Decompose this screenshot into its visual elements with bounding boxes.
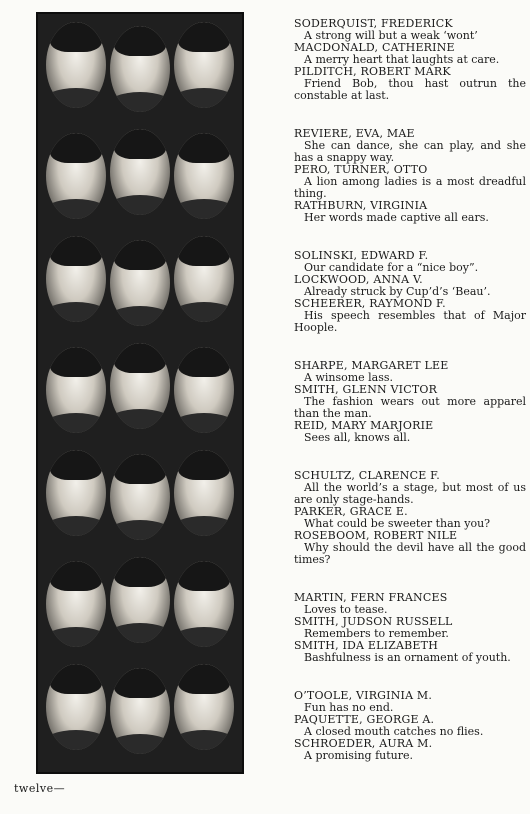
entry-group xyxy=(294,360,526,444)
student-quote: Already struck by Cup’d’s ‘Beau’. xyxy=(304,285,491,298)
student-quote: She can dance, she can play, and she has a snappy way. xyxy=(294,139,526,164)
student-quote: Bashfulness is an ornament of youth. xyxy=(304,651,511,664)
portrait-photo xyxy=(110,668,170,754)
student-name: SCHEERER, RAYMOND F. xyxy=(294,297,446,310)
portrait-photo xyxy=(110,454,170,540)
student-name: SCHROEDER, AURA M. xyxy=(294,737,433,750)
portrait-photo xyxy=(174,450,234,536)
entry-group xyxy=(294,592,526,664)
portrait-photo xyxy=(174,133,234,219)
student-name: SODERQUIST, FREDERICK xyxy=(294,17,453,30)
student-name: SMITH, IDA ELIZABETH xyxy=(294,639,438,652)
portrait-photo xyxy=(174,22,234,108)
portrait-hair xyxy=(114,26,166,56)
student-name: ROSEBOOM, ROBERT NILE xyxy=(294,529,458,542)
portrait-hair xyxy=(114,454,166,484)
student-name: PARKER, GRACE E. xyxy=(294,505,408,518)
portrait-photo xyxy=(46,450,106,536)
portrait-photo xyxy=(46,561,106,647)
student-quote: His speech resembles that of Major Hoople. xyxy=(294,309,526,334)
student-name: SHARPE, MARGARET LEE xyxy=(294,359,449,372)
portrait-hair xyxy=(178,450,230,480)
entry-group xyxy=(294,690,526,762)
portrait-hair xyxy=(50,664,102,694)
entry-group xyxy=(294,18,526,102)
portrait-hair xyxy=(114,343,166,373)
portrait-photo xyxy=(174,561,234,647)
portrait-photo xyxy=(174,664,234,750)
student-quote: Fun has no end. xyxy=(304,701,394,714)
student-name: PERO, TURNER, OTTO xyxy=(294,163,428,176)
student-quote: What could be sweeter than you? xyxy=(304,517,491,530)
portrait-hair xyxy=(50,22,102,52)
portrait-shoulders xyxy=(174,730,234,750)
portrait-hair xyxy=(114,557,166,587)
portrait-shoulders xyxy=(174,413,234,433)
portrait-photo xyxy=(174,236,234,322)
portrait-hair xyxy=(50,236,102,266)
portrait-hair xyxy=(178,236,230,266)
portrait-photo xyxy=(110,343,170,429)
portrait-photo xyxy=(46,664,106,750)
portrait-photo xyxy=(46,347,106,433)
portrait-hair xyxy=(50,133,102,163)
portrait-shoulders xyxy=(110,520,170,540)
portrait-photo xyxy=(46,22,106,108)
student-name: REVIERE, EVA, MAE xyxy=(294,127,415,140)
portrait-hair xyxy=(50,347,102,377)
portrait-shoulders xyxy=(46,413,106,433)
student-name: PILDITCH, ROBERT MARK xyxy=(294,65,451,78)
student-name: LOCKWOOD, ANNA V. xyxy=(294,273,423,286)
student-quote: Our candidate for a “nice boy”. xyxy=(304,261,479,274)
student-name: SOLINSKI, EDWARD F. xyxy=(294,249,429,262)
portrait-hair xyxy=(178,664,230,694)
portrait-photo xyxy=(110,129,170,215)
student-quote: Her words made captive all ears. xyxy=(304,211,489,224)
student-quote: A lion among ladies is a most dreadful thing. xyxy=(294,175,526,200)
student-quote: A promising future. xyxy=(304,749,414,762)
portrait-photo xyxy=(110,240,170,326)
portrait-photo xyxy=(110,557,170,643)
portrait-shoulders xyxy=(46,88,106,108)
portrait-shoulders xyxy=(174,88,234,108)
student-quote: Loves to tease. xyxy=(304,603,388,616)
student-quote: All the world’s a stage, but most of us are only stage-hands. xyxy=(294,481,526,506)
page-number-label: twelve— xyxy=(14,782,66,795)
portrait-hair xyxy=(50,561,102,591)
portrait-shoulders xyxy=(174,627,234,647)
portrait-shoulders xyxy=(110,195,170,215)
student-quote: A merry heart that laughts at care. xyxy=(304,53,500,66)
student-quote: The fashion wears out more apparel than the man. xyxy=(294,395,526,420)
portrait-photo-strip xyxy=(36,12,244,774)
portrait-shoulders xyxy=(174,516,234,536)
entry-group xyxy=(294,250,526,334)
student-quote: Remembers to remember. xyxy=(304,627,449,640)
student-name: REID, MARY MARJORIE xyxy=(294,419,434,432)
student-name: SCHULTZ, CLARENCE F. xyxy=(294,469,440,482)
portrait-shoulders xyxy=(46,199,106,219)
portrait-photo xyxy=(174,347,234,433)
portrait-shoulders xyxy=(46,302,106,322)
portrait-hair xyxy=(178,22,230,52)
portrait-photo xyxy=(46,133,106,219)
portrait-hair xyxy=(50,450,102,480)
student-name: RATHBURN, VIRGINIA xyxy=(294,199,428,212)
student-quote: A closed mouth catches no flies. xyxy=(304,725,484,738)
portrait-shoulders xyxy=(110,92,170,112)
portrait-shoulders xyxy=(46,627,106,647)
portrait-hair xyxy=(178,561,230,591)
portrait-shoulders xyxy=(110,409,170,429)
student-name: PAQUETTE, GEORGE A. xyxy=(294,713,435,726)
senior-entries xyxy=(294,18,526,788)
student-quote: Sees all, knows all. xyxy=(304,431,411,444)
portrait-photo xyxy=(46,236,106,322)
student-quote: Why should the devil have all the good times? xyxy=(294,541,526,566)
portrait-shoulders xyxy=(110,306,170,326)
portrait-shoulders xyxy=(110,734,170,754)
student-name: SMITH, JUDSON RUSSELL xyxy=(294,615,453,628)
portrait-hair xyxy=(178,133,230,163)
portrait-photo xyxy=(110,26,170,112)
portrait-shoulders xyxy=(174,302,234,322)
portrait-shoulders xyxy=(46,516,106,536)
student-quote: A winsome lass. xyxy=(304,371,394,384)
portrait-hair xyxy=(178,347,230,377)
student-quote: Friend Bob, thou hast outrun the constable at last. xyxy=(294,77,526,102)
entry-group xyxy=(294,128,526,224)
portrait-hair xyxy=(114,129,166,159)
entry-group xyxy=(294,470,526,566)
student-name: O’TOOLE, VIRGINIA M. xyxy=(294,689,433,702)
student-name: SMITH, GLENN VICTOR xyxy=(294,383,438,396)
portrait-hair xyxy=(114,668,166,698)
portrait-shoulders xyxy=(174,199,234,219)
portrait-shoulders xyxy=(110,623,170,643)
portrait-shoulders xyxy=(46,730,106,750)
student-name: MARTIN, FERN FRANCES xyxy=(294,591,448,604)
portrait-hair xyxy=(114,240,166,270)
student-name: MACDONALD, CATHERINE xyxy=(294,41,455,54)
student-quote: A strong will but a weak ‘wont’ xyxy=(304,29,478,42)
